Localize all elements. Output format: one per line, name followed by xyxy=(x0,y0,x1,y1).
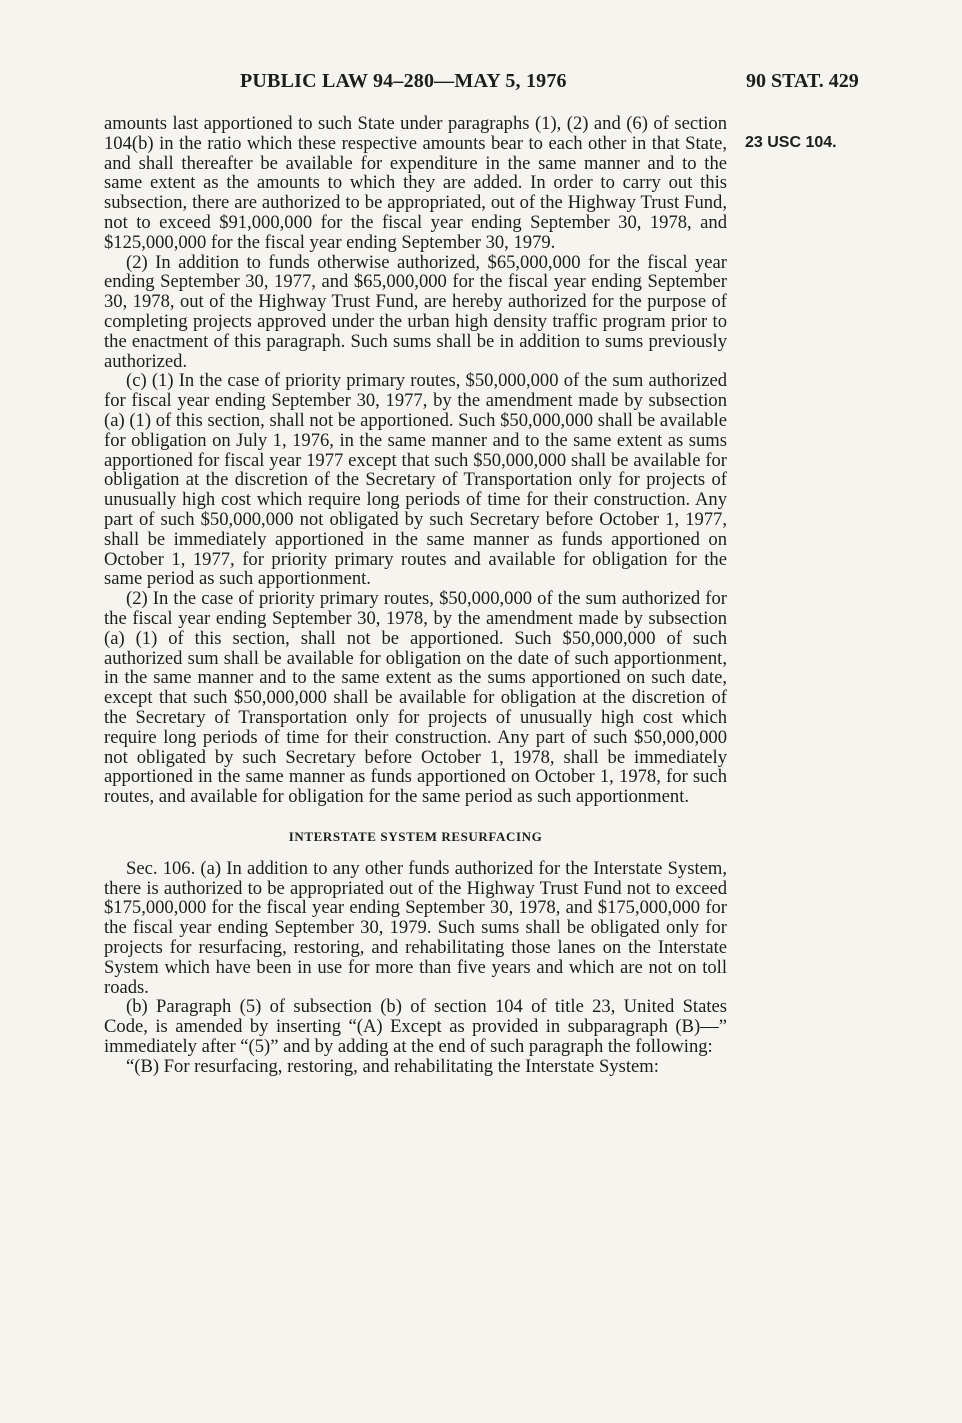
body-paragraph: (2) In the case of priority primary routes, $50,000,000 of the sum authorized for the fiscal year ending September 30, 1978, by the amendment made by subsection (a) (1) of this section, shall not be apportioned. Such $50,000,000 of such authorized sum shall be available for obligation on the date of such apportionment, in the same manner and to the same extent as the sums apportioned on such date, except that such $50,000,000 shall be available for obligation at the discretion of the Secretary of Transportation only for projects of unusually high cost which require long periods of time for their construction. Any part of such $50,000,000 not obligated by such Secretary before October 1, 1978, shall be immediately apportioned in the same manner as funds apportioned on October 1, 1978, for such routes, and available for obligation for the same period as such apportionment. xyxy=(104,588,727,808)
section-paragraph: “(B) For resurfacing, restoring, and rehabilitating the Interstate System: xyxy=(126,1055,659,1077)
page-header xyxy=(0,70,962,100)
header-stat-citation: 90 STAT. 429 xyxy=(746,70,859,92)
main-text-column xyxy=(104,114,727,1077)
section-paragraph: (b) Paragraph (5) of subsection (b) of section 104 of title 23, United States Code, is amended by inserting “(A) Except as provided in subparagraph (B)—” immediately after “(5)” and by adding at the end of such paragraph the following: xyxy=(104,996,727,1058)
section-heading: INTERSTATE SYSTEM RESURFACING xyxy=(288,828,543,844)
margin-note-citation: 23 USC 104. xyxy=(745,134,837,151)
section-paragraph: Sec. 106. (a) In addition to any other funds authorized for the Interstate System, there is authorized to be appropriated out of the Highway Trust Fund not to exceed $175,000,000 for the fiscal year ending September 30, 1978, and $175,000,000 for the fiscal year ending September 30, 1979. Such sums shall be obligated only for projects for resurfacing, restoring, and rehabilitating those lanes on the Interstate System which have been in use for more than five years and which are not on toll roads. xyxy=(104,857,727,998)
body-paragraph: (c) (1) In the case of priority primary routes, $50,000,000 of the sum authorized for fiscal year ending September 30, 1977, by the amendment made by subsection (a) (1) of this section, shall not be apportioned. Such $50,000,000 shall be available for obligation on July 1, 1976, in the same manner and to the same extent as sums apportioned for fiscal year 1977 except that such $50,000,000 shall be available for obligation at the discretion of the Secretary of Transportation only for projects of unusually high cost which require long periods of time for their construction. Any part of such $50,000,000 not obligated by such Secretary before October 1, 1977, shall be immediately apportioned in the same manner as funds apportioned on October 1, 1977, for priority primary routes and available for obligation for the same period as such apportionment. xyxy=(104,370,727,590)
body-paragraph: amounts last apportioned to such State under paragraphs (1), (2) and (6) of section 104(b) in the ratio which these respective amounts bear to each other in that State, and shall thereafter be available for expenditure in the same manner and to the same extent as the amounts to which they are added. In order to carry out this subsection, there are authorized to be appropriated, out of the Highway Trust Fund, not to exceed $91,000,000 for the fiscal year ending September 30, 1978, and $125,000,000 for the fiscal year ending September 30, 1979. xyxy=(104,113,727,253)
body-paragraph: (2) In addition to funds otherwise authorized, $65,000,000 for the fiscal year ending September 30, 1977, and $65,000,000 for the fiscal year ending September 30, 1978, out of the Highway Trust Fund, are hereby authorized for the purpose of completing projects approved under the urban high density traffic program prior to the enactment of this paragraph. Such sums shall be in addition to sums previously authorized. xyxy=(104,251,727,372)
header-title: PUBLIC LAW 94–280—MAY 5, 1976 xyxy=(240,70,567,92)
